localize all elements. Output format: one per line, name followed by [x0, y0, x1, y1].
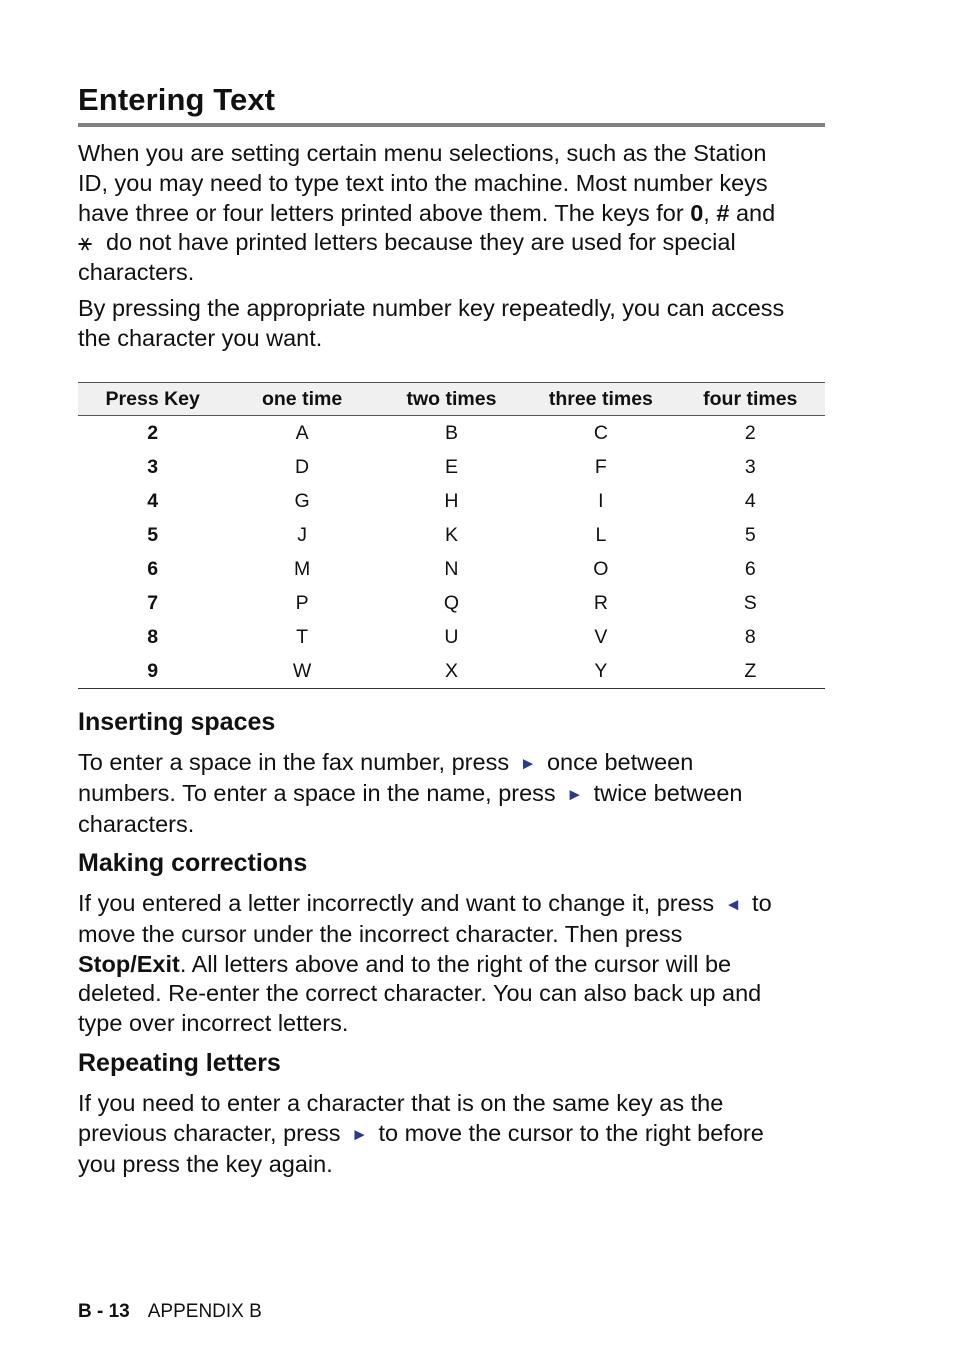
text-span: . All letters above and to the right of the cursor will be [179, 950, 732, 977]
right-arrow-icon: ► [566, 784, 584, 804]
table-cell: A [295, 421, 309, 444]
table-cell: U [444, 625, 459, 648]
table-row [78, 552, 825, 586]
column-header: two times [377, 383, 526, 416]
heading-making-corrections: Making corrections [78, 849, 308, 877]
table-row [78, 416, 825, 451]
page-title: Entering Text [78, 82, 276, 117]
text-span: To enter a space in the fax number, press [78, 749, 510, 775]
key-cell: 3 [147, 455, 159, 478]
right-arrow-icon: ► [351, 1124, 368, 1144]
table-cell: 8 [744, 625, 756, 648]
table-row [78, 484, 825, 518]
table-header-row [78, 383, 825, 416]
column-header: three times [526, 383, 675, 416]
table-cell: G [294, 489, 310, 512]
repeating-line: If you need to enter a character that is on the same key as the [78, 1090, 724, 1116]
table-row [78, 620, 825, 654]
table-row [78, 586, 825, 620]
text-span: , [703, 199, 717, 226]
table-cell: 4 [744, 489, 756, 512]
text-span: to move the cursor to the right before [378, 1119, 764, 1146]
table-cell: 3 [744, 455, 756, 478]
corrections-line [78, 889, 825, 920]
spaces-line [78, 779, 825, 810]
key-zero: 0 [690, 199, 704, 226]
column-header: Press Key [78, 383, 227, 416]
table-cell: E [444, 455, 458, 478]
heading-inserting-spaces: Inserting spaces [78, 708, 276, 736]
key-cell: 9 [78, 654, 227, 689]
text-span: previous character, press [78, 1119, 341, 1146]
table-cell: 2 [744, 421, 756, 444]
key-hash: # [716, 199, 730, 226]
table-cell: P [295, 591, 309, 614]
table-cell: H [444, 489, 459, 512]
table-cell: K [444, 523, 458, 546]
key-cell: 6 [147, 557, 159, 580]
table-cell: W [227, 654, 376, 689]
text-span: and [729, 199, 776, 226]
table-cell: I [598, 489, 604, 512]
intro-paragraph [78, 139, 825, 288]
table-cell: F [594, 455, 607, 478]
column-header: four times [676, 383, 825, 416]
left-arrow-icon: ◄ [724, 895, 742, 914]
table-cell: C [593, 421, 608, 444]
table-cell: S [743, 591, 757, 614]
repeating-line [78, 1119, 825, 1150]
title-rule [78, 123, 825, 127]
table-cell: M [293, 557, 311, 580]
table-cell: L [595, 523, 607, 546]
table-row [78, 450, 825, 484]
star-key-icon: ⚹ [78, 229, 93, 256]
corrections-line: deleted. Re-enter the correct character. You can also back up and [78, 980, 762, 1007]
intro-line [78, 228, 825, 258]
key-cell: 8 [147, 625, 159, 648]
page-footer [78, 1300, 262, 1324]
table-cell: 5 [744, 523, 756, 546]
table-cell: D [295, 455, 310, 478]
text-span: do not have printed letters because they are used for special [106, 229, 736, 256]
table-cell: T [296, 625, 309, 648]
table-cell: O [593, 557, 609, 580]
intro-line [78, 199, 825, 229]
table-row [78, 654, 825, 689]
table-cell: B [444, 421, 458, 444]
column-header: one time [227, 383, 376, 416]
spaces-paragraph [78, 748, 825, 839]
corrections-line [78, 950, 825, 980]
right-arrow-icon: ► [519, 754, 537, 773]
intro-line: ID, you may need to type text into the machine. Most number keys [78, 169, 768, 196]
text-span: once between [546, 749, 694, 775]
repeating-paragraph [78, 1089, 825, 1179]
table-cell: V [594, 625, 608, 648]
table-cell: Y [526, 654, 675, 689]
intro-line: characters. [78, 259, 195, 286]
text-span: If you entered a letter incorrectly and want to change it, press [78, 890, 715, 916]
text-span: numbers. To enter a space in the name, press [78, 779, 556, 806]
table-cell: J [297, 523, 307, 546]
repeating-line: you press the key again. [78, 1150, 333, 1177]
key-cell: 7 [147, 591, 159, 614]
key-cell: 2 [147, 421, 159, 444]
text-span: twice between [593, 779, 743, 806]
table-cell: 6 [744, 557, 756, 580]
key-cell: 5 [147, 523, 159, 546]
table-cell: Z [676, 654, 825, 689]
spaces-line [78, 748, 825, 779]
table-cell: R [593, 591, 608, 614]
spaces-line: characters. [78, 810, 195, 837]
page-number: B - 13 [78, 1301, 130, 1322]
stop-exit-key: Stop/Exit [78, 950, 180, 977]
key-cell: 4 [147, 489, 159, 512]
table-cell: X [377, 654, 526, 689]
corrections-line: type over incorrect letters. [78, 1010, 349, 1037]
heading-repeating-letters: Repeating letters [78, 1049, 281, 1077]
table-row [78, 518, 825, 552]
key-letter-table [78, 382, 825, 689]
table-cell: N [444, 557, 459, 580]
access-line: the character you want. [78, 324, 323, 351]
section-name: APPENDIX B [147, 1301, 262, 1322]
corrections-line: move the cursor under the incorrect character. Then press [78, 920, 683, 947]
corrections-paragraph [78, 889, 825, 1039]
intro-line: When you are setting certain menu selections, such as the Station [78, 140, 767, 166]
text-span: to [752, 890, 772, 916]
text-span: have three or four letters printed above them. The keys for [78, 199, 691, 226]
table-cell: Q [443, 591, 460, 614]
access-line: By pressing the appropriate number key repeatedly, you can access [78, 295, 785, 321]
access-paragraph [78, 294, 825, 354]
